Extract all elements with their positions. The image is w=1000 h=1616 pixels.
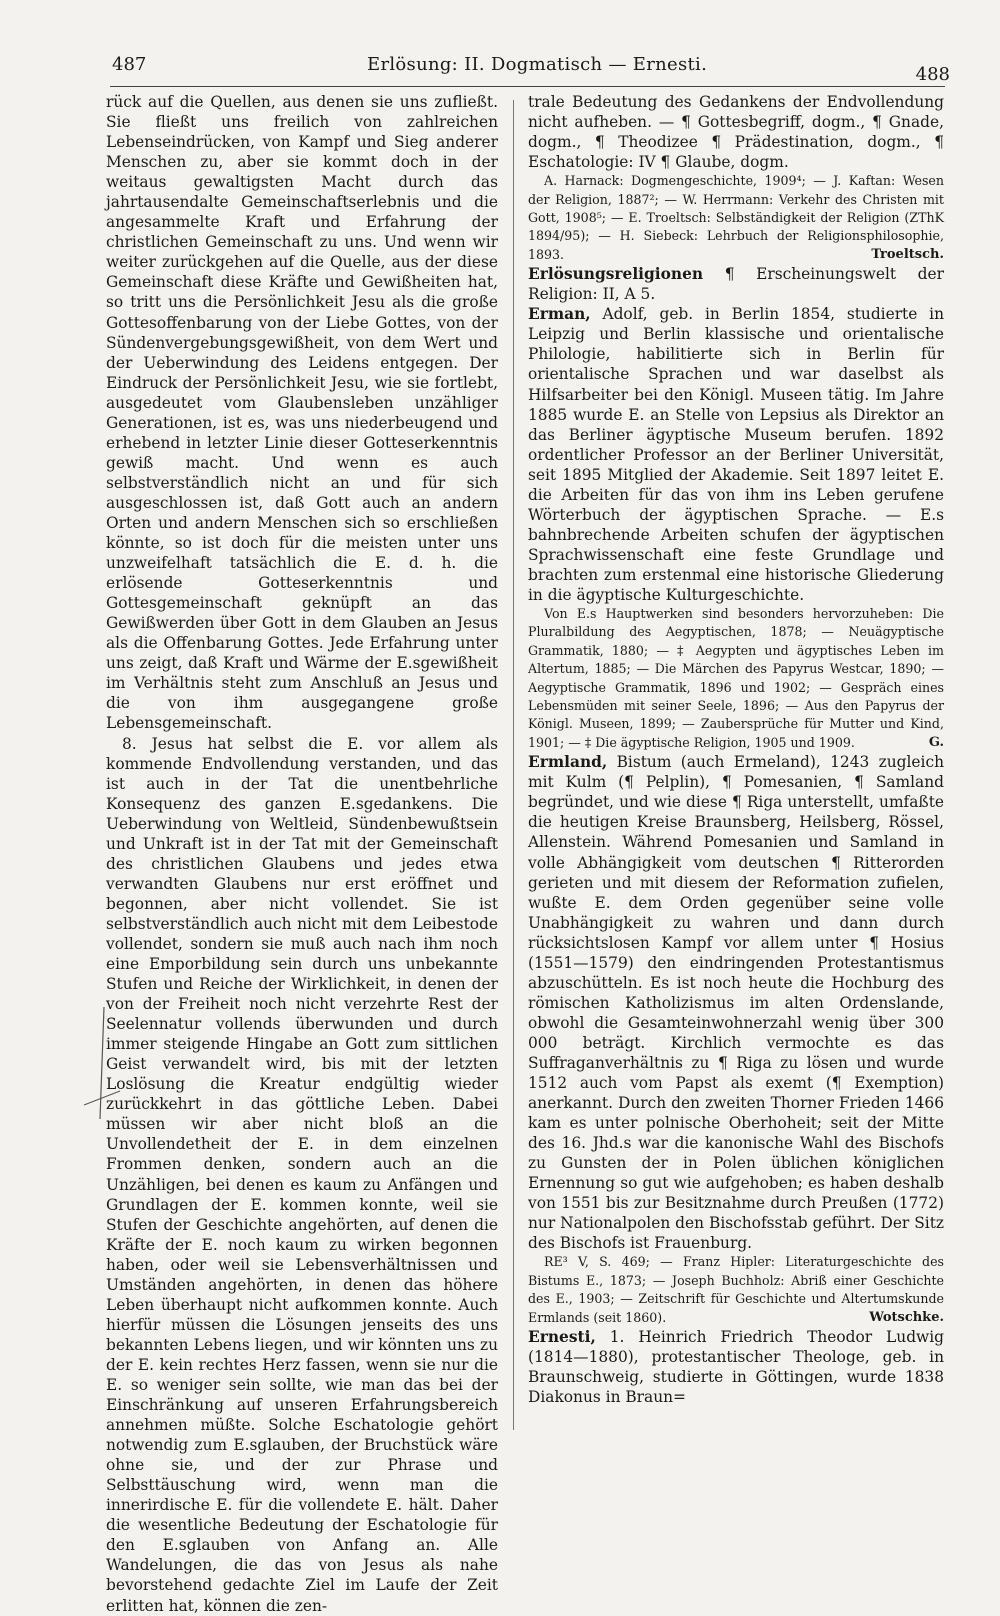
author-signature: Troeltsch. (871, 246, 944, 262)
right-column (528, 92, 944, 1472)
paragraph: trale Bedeutung des Gedankens der Endvollendung nicht aufheben. — ¶ Gottesbegriff, dogm., ¶ Gnade, dogm., ¶ Theodizee ¶ Prädestination, dogm., ¶ Eschatologie: IV ¶ Glaube, dogm. (528, 93, 944, 172)
author-signature: G. (928, 734, 944, 750)
page-number-right: 488 (915, 64, 950, 85)
entry: Ernesti, 1. Heinrich Friedrich Theodor Ludwig (1814—1880), protestantischer Theologe, geb. in Braunschweig, studierte in Göttingen, wurde 1838 Diakonus in Braun= (528, 1328, 944, 1407)
left-column (106, 92, 498, 1615)
literature-note: Von E.s Hauptwerken sind besonders hervorzuheben: Die Pluralbildung des Aegyptischen, 1878; — Neuägyptische Grammatik, 1880; — ‡ Aegypten und ägyptisches Leben im Altertum, 1885; — Die Märchen des Papyrus Westcar, 1890; — Aegyptische Grammatik, 1896 und 1902; — Gespräch eines Lebensmüden mit seiner Seele, 1896; — Aus den Papyrus der Königl. Museen, 1899; — Zaubersprüche für Mutter und Kind, 1901; — ‡ Die ägyptische Religion, 1905 und 1909. G. (528, 605, 944, 752)
pencil-margin-mark (82, 1003, 122, 1123)
paragraph: 8. Jesus hat selbst die E. vor allem als kommende Endvollendung verstanden, und das ist auch in der Tat die unentbehrliche Konsequenz des ganzen E.sgedankens. Die Ueberwindung von Weltleid, Sündenbewußtsein und Unkraft ist in der Tat mit der Gemeinschaft des christlichen Glaubens und jedes etwa verwandten Glaubens nur erst eröffnet und begonnen, aber nicht vollendet. Sie ist selbstverständlich auch nicht mit dem Leibestode vollendet, sondern sie muß auch nach ihm noch eine Emporbildung sein durch uns unbekannte Stufen und Reiche der Wirklichkeit, in denen der von der Freiheit noch nicht verzehrte Rest der Seelennatur vollends überwunden und durch immer steigende Hingabe an Gott zum sittlichen Geist verwandelt wird, bis mit der letzten Loslösung die Kreatur endgültig wieder zurückkehrt in das göttliche Leben. Dabei müssen wir aber nicht bloß an die Unvollendetheit der E. in dem einzelnen Frommen denken, sondern auch an die Unzähligen, bei denen es kaum zu Anfängen und Grundlagen der E. kommen konnte, weil sie Stufen der Geschichte angehörten, auf denen die Kräfte der E. noch kaum zu wirken begonnen haben, oder weil sie Lebensverhältnissen und Umständen angehörten, in denen das höhere Leben überhaupt nicht aufkommen konnte. Auch hierfür müssen die Lösungen jenseits des uns bekannten Lebens liegen, und wir könnten uns zu der E. kein rechtes Herz fassen, wenn sie nur die E. so weniger sein sollte, wie man das bei der Einschränkung auf unseren Erfahrungsbereich annehmen müßte. Solche Eschatologie gehört notwendig zum E.sglauben, der Bruchstück wäre ohne sie, und der zur Phrase und Selbsttäuschung wird, wenn man die innerirdische E. für die vollendete E. hält. Daher die wesentliche Bedeutung der Eschatologie für den E.sglauben von Anfang an. Alle Wandelungen, die das von Jesus als nahe bevorstehend gedachte Ziel im Laufe der Zeit erlitten hat, können die zen- (106, 734, 498, 1615)
entry: Ermland, Bistum (auch Ermeland), 1243 zugleich mit Kulm (¶ Pelplin), ¶ Pomesanien, ¶ Samland begründet, und wie diese ¶ Riga unterstellt, umfaßte die heutigen Kreise Braunsberg, Heilsberg, Rössel, Allenstein. Während Pomesanien und Samland in volle Abhängigkeit vom deutschen ¶ Ritterorden gerieten und mit diesem der Reformation zufielen, wußte E. dem Orden gegenüber seine volle Unabhängigkeit zu wahren und dann durch rücksichtslosen Kampf vor allem unter ¶ Hosius (1551—1579) den eindringenden Protestantismus abzuschütteln. Es ist noch heute die Hochburg des römischen Katholizismus im alten Ordenslande, obwohl die Gesamteinwohnerzahl wenig über 300 000 beträgt. Kirchlich vermochte es das Suffraganverhältnis zu ¶ Riga zu lösen und wurde 1512 auch vom Papst als exemt (¶ Exemption) anerkannt. Durch den zweiten Thorner Frieden 1466 kam es unter polnische Oberhoheit; seit der Mitte des 16. Jhd.s war die kanonische Wahl des Bischofs zu Gunsten der in Polen üblichen königlichen Ernennung so gut wie aufgehoben; es haben deshalb von 1551 bis zur Besitznahme durch Preußen (1772) nur Nationalpolen den Bischofsstab geführt. Der Sitz des Bischofs ist Frauenburg. (528, 753, 944, 1253)
lemma: Ermland, (528, 753, 608, 772)
entry: Erman, Adolf, geb. in Berlin 1854, studierte in Leipzig und Berlin klassische und orientalische Philologie, habilitierte sich in Berlin für orientalische Sprachen und war daselbst als Hilfsarbeiter bei den Königl. Museen tätig. Im Jahre 1885 wurde E. an Stelle von Lepsius als Direktor an das Berliner ägyptische Museum berufen. 1892 ordentlicher Professor an der Berliner Universität, seit 1895 Mitglied der Akademie. Seit 1897 leitet E. die Arbeiten für das von ihm ins Leben gerufene Wörterbuch der ägyptischen Sprache. — E.s bahnbrechende Arbeiten schufen der ägyptischen Sprachwissenschaft eine feste Grundlage und brachten zum erstenmal eine historische Gliederung in die ägyptische Kulturgeschichte. (528, 305, 944, 604)
page-number-left: 487 (112, 54, 147, 75)
lemma: Ernesti, (528, 1328, 596, 1347)
lemma: Erlösungsreligionen (528, 265, 704, 284)
lemma: Erman, (528, 305, 591, 324)
author-signature: Wotschke. (869, 1309, 944, 1325)
running-header (112, 50, 950, 84)
literature-note: A. Harnack: Dogmengeschichte, 1909⁴; — J. Kaftan: Wesen der Religion, 1887²; — W. Herrmann: Verkehr des Christen mit Gott, 1908⁵; — E. Troeltsch: Selbständigkeit der Religion (ZThK 1894/95); — H. Siebeck: Lehrbuch der Religionsphilosophie, 1893. Troeltsch. (528, 172, 944, 264)
running-title: Erlösung: II. Dogmatisch — Ernesti. (367, 54, 708, 75)
entry: Erlösungsreligionen ¶ Erscheinungswelt der Religion: II, A 5. (528, 265, 944, 304)
literature-note: RE³ V, S. 469; — Franz Hipler: Literaturgeschichte des Bistums E., 1873; — Joseph Buchholz: Abriß einer Geschichte des E., 1903; — Zeitschrift für Geschichte und Altertumskunde Ermlands (seit 1860). Wotschke. (528, 1253, 944, 1327)
column-divider (513, 100, 514, 1430)
paragraph: rück auf die Quellen, aus denen sie uns zufließt. Sie fließt uns freilich von zahlreichen Lebenseindrücken, von Kampf und Sieg anderer Menschen zu, aber sie kommt doch in der weitaus gewaltigsten Macht durch das jahrtausendalte Gemeinschaftserlebnis und die angesammelte Kraft und Erfahrung der christlichen Gemeinschaft zu uns. Und wenn wir weiter zurückgehen auf die Quelle, aus der diese Gemeinschaft diese Kräfte und Gewißheiten hat, so tritt uns die Persönlichkeit Jesu als die große Gottesoffenbarung von der Liebe Gottes, von der Sündenvergebungsgewißheit, von dem Wert und der Ueberwindung des Leidens entgegen. Der Eindruck der Persönlichkeit Jesu, wie sie fortlebt, ausgedeutet vom Glaubensleben unzähliger Generationen, ist es, was uns niederbeugend und erhebend in letzter Linie dieser Gotteserkenntnis gewiß macht. Und wenn es auch selbstverständlich nicht an und für sich ausgeschlossen ist, daß Gott auch an andern Orten und andern Menschen sich so erschließen könnte, so ist doch für die meisten unter uns unzweifelhaft tatsächlich die E. d. h. die erlösende Gotteserkenntnis und Gottesgemeinschaft geknüpft an das Gewißwerden über Gott in dem Glauben an Jesus als die Offenbarung Gottes. Jede Erfahrung unter uns zeigt, daß Kraft und Wärme der E.sgewißheit im Verhältnis steht zum Anschluß an Jesus und die von ihm ausgegangene große Lebensgemeinschaft. (106, 93, 498, 733)
header-rule (110, 86, 945, 87)
